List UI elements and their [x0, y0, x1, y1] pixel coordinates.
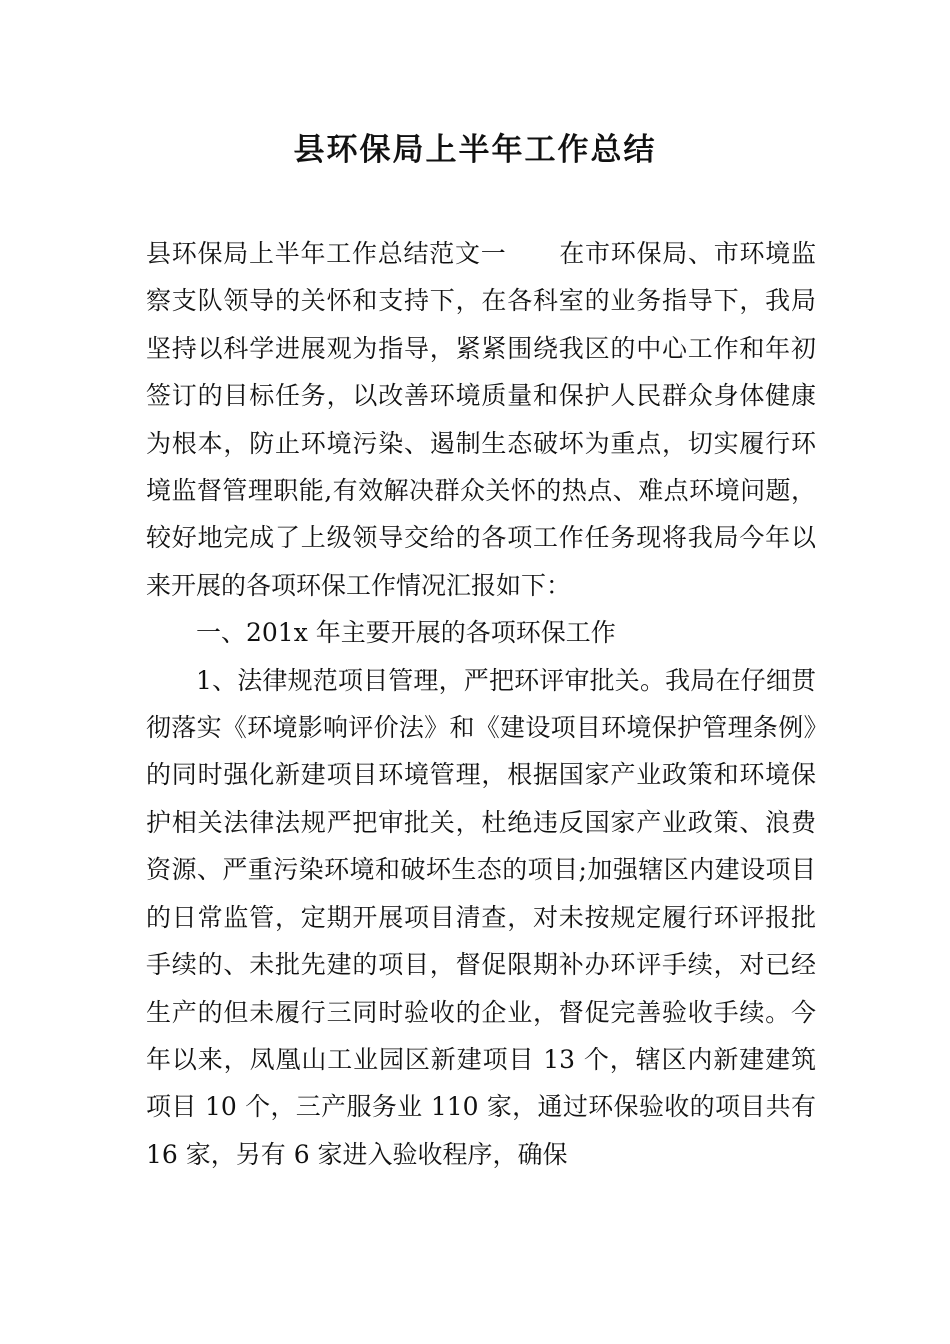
body-paragraph: 1、法律规范项目管理，严把环评审批关。我局在仔细贯彻落实《环境影响评价法》和《建设项目环境保护管理条例》的同时强化新建项目环境管理，根据国家产业政策和环境保护相关法律法规严把审批关，杜绝违反国家产业政策、浪费资源、严重污染环境和破坏生态的项目;加强辖区内建设项目的日常监管，定期开展项目清查，对未按规定履行环评报批手续的、未批先建的项目，督促限期补办环评手续，对已经生产的但未履行三同时验收的企业，督促完善验收手续。今年以来，凤凰山工业园区新建项目 13 个，辖区内新建建筑项目 10 个，三产服务业 110 家，通过环保验收的项目共有 16 家，另有 6 家进入验收程序，确保 [146, 665, 816, 1169]
section-heading: 一、201x 年主要开展的各项环保工作 [196, 618, 616, 648]
intro-body: 在市环保局、市环境监察支队领导的关怀和支持下，在各科室的业务指导下，我局坚持以科学进展观为指导，紧紧围绕我区的中心工作和年初签订的目标任务，以改善环境质量和保护人民群众身体健康为根本，防止环境污染、遏制生态破坏为重点，切实履行环境监督管理职能,有效解决群众关怀的热点、难点环境问题，较好地完成了上级领导交给的各项工作任务现将我局今年以来开展的各项环保工作情况汇报如下： [146, 239, 816, 600]
intro-paragraph [146, 230, 816, 609]
document-title: 县环保局上半年工作总结 [293, 132, 657, 168]
document-body [146, 230, 816, 1178]
intro-heading: 县环保局上半年工作总结范文一 [146, 239, 507, 268]
